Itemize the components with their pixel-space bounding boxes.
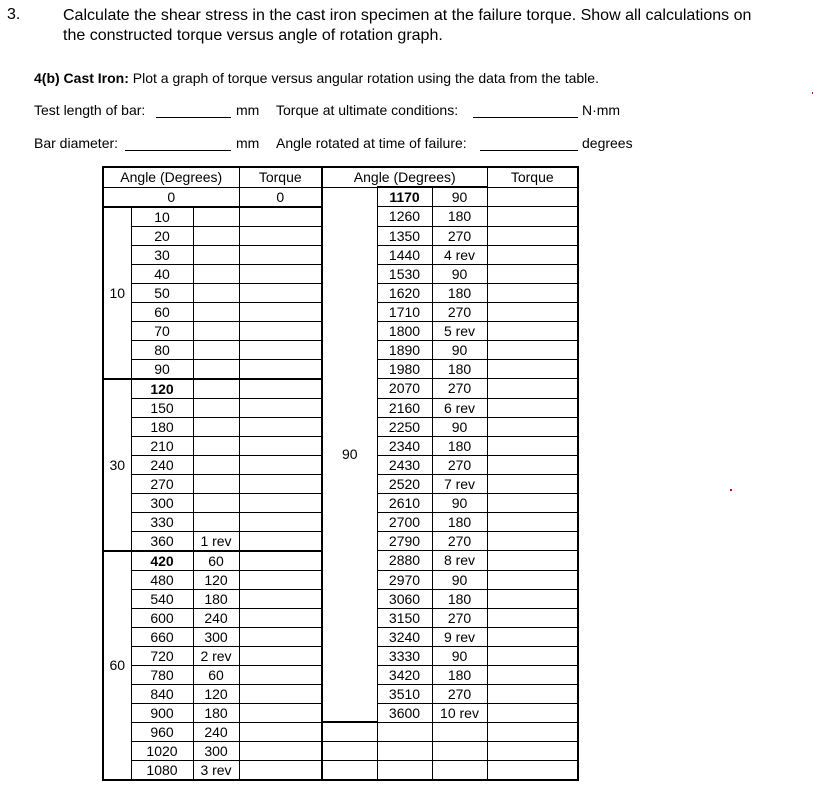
torque-ultimate-unit: N·mm xyxy=(582,102,621,118)
angle-value: 330 xyxy=(131,512,193,531)
torque-entry[interactable] xyxy=(487,722,578,742)
rev-marker: 240 xyxy=(193,722,239,742)
torque-entry[interactable] xyxy=(487,283,578,302)
rev-marker xyxy=(193,245,239,264)
rev-marker xyxy=(193,226,239,245)
torque-entry[interactable] xyxy=(239,761,322,781)
angle-value: 960 xyxy=(131,722,193,742)
angle-value: 300 xyxy=(131,493,193,512)
rev-marker xyxy=(193,302,239,321)
section-subtitle-text: Plot a graph of torque versus angular rotation using the data from the table. xyxy=(128,70,599,86)
rev-marker: 270 xyxy=(432,531,487,551)
angle-failure-unit: degrees xyxy=(582,135,633,151)
torque-entry[interactable] xyxy=(487,589,578,608)
rev-marker xyxy=(193,379,239,399)
angle-failure-blank[interactable] xyxy=(480,150,578,151)
rev-marker xyxy=(193,512,239,531)
torque-entry[interactable] xyxy=(239,226,322,245)
rev-marker xyxy=(193,398,239,417)
torque-entry[interactable] xyxy=(487,512,578,531)
rev-marker: 180 xyxy=(193,703,239,722)
torque-entry[interactable] xyxy=(239,398,322,417)
torque-entry[interactable] xyxy=(239,627,322,646)
torque-entry[interactable] xyxy=(487,646,578,665)
rev-marker: 270 xyxy=(432,684,487,703)
torque-entry[interactable] xyxy=(239,722,322,742)
torque-entry[interactable] xyxy=(487,379,578,399)
angle-value: 2700 xyxy=(377,512,432,531)
torque-entry[interactable] xyxy=(239,474,322,493)
empty-cell xyxy=(322,722,377,742)
rev-marker: 180 xyxy=(432,283,487,302)
empty-cell xyxy=(432,761,487,781)
angle-value: 2610 xyxy=(377,493,432,512)
angle-value: 180 xyxy=(131,417,193,436)
angle-value: 240 xyxy=(131,455,193,474)
torque-entry[interactable] xyxy=(487,455,578,474)
torque-entry[interactable] xyxy=(239,283,322,302)
torque-entry[interactable] xyxy=(239,264,322,283)
angle-value: 1800 xyxy=(377,321,432,340)
rev-marker: 240 xyxy=(193,608,239,627)
angle-value: 50 xyxy=(131,283,193,302)
header-left-torque: Torque xyxy=(239,167,322,187)
rev-marker: 90 xyxy=(432,646,487,665)
torque-entry[interactable] xyxy=(487,417,578,436)
angle-value: 2880 xyxy=(377,551,432,571)
angle-value: 1710 xyxy=(377,302,432,321)
rev-marker xyxy=(193,340,239,359)
angle-value: 150 xyxy=(131,398,193,417)
rev-marker: 180 xyxy=(432,589,487,608)
torque-entry[interactable] xyxy=(239,245,322,264)
rev-marker: 270 xyxy=(432,608,487,627)
rev-marker: 90 xyxy=(432,570,487,589)
rev-marker xyxy=(193,455,239,474)
torque-entry[interactable] xyxy=(239,512,322,531)
empty-cell xyxy=(432,742,487,761)
torque-entry[interactable] xyxy=(239,340,322,359)
torque-entry[interactable] xyxy=(487,761,578,781)
header-left-angle: Angle (Degrees) xyxy=(103,167,239,187)
torque-ultimate-label: Torque at ultimate conditions: xyxy=(276,102,459,118)
torque-entry[interactable] xyxy=(239,665,322,684)
torque-entry[interactable] xyxy=(239,302,322,321)
angle-value: 1260 xyxy=(377,207,432,227)
angle-value: 1080 xyxy=(131,761,193,781)
torque-entry[interactable] xyxy=(487,551,578,571)
torque-entry[interactable] xyxy=(239,742,322,761)
torque-entry[interactable] xyxy=(487,474,578,493)
rev-marker xyxy=(193,474,239,493)
rev-marker: 2 rev xyxy=(193,646,239,665)
group-increment-left: 30 xyxy=(103,379,131,551)
torque-entry[interactable] xyxy=(487,207,578,227)
data-table xyxy=(102,166,579,781)
torque-entry[interactable] xyxy=(487,627,578,646)
torque-entry[interactable] xyxy=(487,570,578,589)
rev-marker xyxy=(193,264,239,283)
test-length-blank[interactable] xyxy=(156,117,231,118)
table-row xyxy=(103,742,578,761)
angle-value: 270 xyxy=(131,474,193,493)
stray-mark xyxy=(730,489,732,491)
empty-cell xyxy=(377,742,432,761)
empty-cell xyxy=(377,761,432,781)
test-length-unit: mm xyxy=(236,102,260,118)
angle-value: 2790 xyxy=(377,531,432,551)
torque-ultimate-blank[interactable] xyxy=(473,117,578,118)
angle-value: 360 xyxy=(131,531,193,551)
rev-marker: 6 rev xyxy=(432,398,487,417)
rev-marker xyxy=(193,283,239,302)
angle-value: 1890 xyxy=(377,340,432,359)
table-row xyxy=(103,761,578,781)
angle-value: 3600 xyxy=(377,703,432,722)
torque-entry[interactable] xyxy=(487,321,578,340)
torque-entry[interactable] xyxy=(239,436,322,455)
torque-entry[interactable] xyxy=(487,245,578,264)
angle-value: 3150 xyxy=(377,608,432,627)
rev-marker: 8 rev xyxy=(432,551,487,571)
rev-marker xyxy=(193,436,239,455)
rev-marker: 90 xyxy=(432,417,487,436)
rev-marker: 180 xyxy=(432,359,487,379)
torque-entry[interactable] xyxy=(487,703,578,722)
torque-entry[interactable] xyxy=(487,359,578,379)
question-text: Calculate the shear stress in the cast iron specimen at the failure torque. Show all calculations on the constructed torque versus angle of rotation graph. xyxy=(63,7,752,44)
bar-diameter-unit: mm xyxy=(236,135,260,151)
rev-marker: 180 xyxy=(432,665,487,684)
angle-value: 780 xyxy=(131,665,193,684)
torque-entry[interactable] xyxy=(487,493,578,512)
torque-entry[interactable] xyxy=(239,684,322,703)
test-length-label: Test length of bar: xyxy=(34,102,146,118)
angle-value: 90 xyxy=(131,359,193,379)
zero-torque: 0 xyxy=(239,187,322,207)
torque-entry[interactable] xyxy=(239,608,322,627)
group-increment-left: 60 xyxy=(103,551,131,781)
torque-entry[interactable] xyxy=(239,703,322,722)
torque-entry[interactable] xyxy=(487,436,578,455)
rev-marker: 270 xyxy=(432,226,487,245)
empty-cell xyxy=(432,722,487,742)
torque-entry[interactable] xyxy=(487,665,578,684)
section-subtitle xyxy=(34,70,599,86)
angle-value: 3330 xyxy=(377,646,432,665)
rev-marker: 60 xyxy=(193,665,239,684)
torque-entry[interactable] xyxy=(239,531,322,551)
torque-entry[interactable] xyxy=(239,646,322,665)
torque-entry[interactable] xyxy=(487,742,578,761)
angle-value: 60 xyxy=(131,302,193,321)
rev-marker: 90 xyxy=(432,493,487,512)
torque-entry[interactable] xyxy=(487,398,578,417)
angle-value: 660 xyxy=(131,627,193,646)
header-right-torque: Torque xyxy=(487,167,578,187)
angle-value: 1020 xyxy=(131,742,193,761)
torque-entry[interactable] xyxy=(239,417,322,436)
torque-entry[interactable] xyxy=(239,589,322,608)
torque-entry[interactable] xyxy=(487,187,578,207)
rev-marker: 1 rev xyxy=(193,531,239,551)
rev-marker: 180 xyxy=(432,512,487,531)
rev-marker xyxy=(193,359,239,379)
rev-marker: 180 xyxy=(193,589,239,608)
angle-value: 10 xyxy=(131,207,193,227)
angle-value: 2160 xyxy=(377,398,432,417)
rev-marker: 120 xyxy=(193,684,239,703)
angle-value: 1530 xyxy=(377,264,432,283)
torque-entry[interactable] xyxy=(487,608,578,627)
rev-marker xyxy=(193,493,239,512)
angle-value: 20 xyxy=(131,226,193,245)
rev-marker: 270 xyxy=(432,455,487,474)
torque-entry[interactable] xyxy=(487,302,578,321)
angle-value: 2520 xyxy=(377,474,432,493)
angle-value: 600 xyxy=(131,608,193,627)
group-increment-right: 90 xyxy=(322,187,377,722)
angle-failure-label: Angle rotated at time of failure: xyxy=(276,135,467,151)
angle-value: 2430 xyxy=(377,455,432,474)
rev-marker: 60 xyxy=(193,551,239,571)
question-number: 3. xyxy=(7,6,21,23)
angle-value: 3060 xyxy=(377,589,432,608)
header-right-angle: Angle (Degrees) xyxy=(322,167,487,187)
torque-entry[interactable] xyxy=(487,684,578,703)
rev-marker: 3 rev xyxy=(193,761,239,781)
rev-marker xyxy=(193,417,239,436)
angle-value: 1170 xyxy=(377,187,432,207)
torque-entry[interactable] xyxy=(239,493,322,512)
table-row xyxy=(103,722,578,742)
rev-marker: 270 xyxy=(432,302,487,321)
rev-marker: 10 rev xyxy=(432,703,487,722)
zero-angle: 0 xyxy=(103,187,239,207)
torque-entry[interactable] xyxy=(239,455,322,474)
angle-value: 480 xyxy=(131,570,193,589)
angle-value: 120 xyxy=(131,379,193,399)
angle-value: 840 xyxy=(131,684,193,703)
torque-entry[interactable] xyxy=(487,340,578,359)
rev-marker: 5 rev xyxy=(432,321,487,340)
torque-entry[interactable] xyxy=(239,570,322,589)
table-row xyxy=(103,187,578,207)
bar-diameter-label: Bar diameter: xyxy=(34,135,119,151)
angle-value: 1620 xyxy=(377,283,432,302)
torque-entry[interactable] xyxy=(487,531,578,551)
angle-value: 900 xyxy=(131,703,193,722)
angle-value: 720 xyxy=(131,646,193,665)
section-subtitle-bold: 4(b) Cast Iron: xyxy=(34,70,129,86)
angle-value: 2250 xyxy=(377,417,432,436)
angle-value: 1350 xyxy=(377,226,432,245)
angle-value: 40 xyxy=(131,264,193,283)
rev-marker: 90 xyxy=(432,264,487,283)
bar-diameter-blank[interactable] xyxy=(125,150,231,151)
rev-marker: 9 rev xyxy=(432,627,487,646)
torque-entry[interactable] xyxy=(487,226,578,245)
angle-value: 2070 xyxy=(377,379,432,399)
rev-marker xyxy=(193,207,239,227)
angle-value: 540 xyxy=(131,589,193,608)
empty-cell xyxy=(377,722,432,742)
torque-entry[interactable] xyxy=(239,551,322,571)
angle-value: 30 xyxy=(131,245,193,264)
angle-value: 3420 xyxy=(377,665,432,684)
torque-entry[interactable] xyxy=(487,264,578,283)
angle-value: 3510 xyxy=(377,684,432,703)
torque-entry[interactable] xyxy=(239,359,322,379)
rev-marker: 90 xyxy=(432,340,487,359)
torque-entry[interactable] xyxy=(239,321,322,340)
angle-value: 210 xyxy=(131,436,193,455)
rev-marker: 7 rev xyxy=(432,474,487,493)
rev-marker: 120 xyxy=(193,570,239,589)
rev-marker: 180 xyxy=(432,207,487,227)
rev-marker xyxy=(193,321,239,340)
angle-value: 420 xyxy=(131,551,193,571)
rev-marker: 300 xyxy=(193,627,239,646)
angle-value: 70 xyxy=(131,321,193,340)
angle-value: 1440 xyxy=(377,245,432,264)
rev-marker: 4 rev xyxy=(432,245,487,264)
group-increment-left: 10 xyxy=(103,207,131,379)
angle-value: 2340 xyxy=(377,436,432,455)
angle-value: 1980 xyxy=(377,359,432,379)
angle-value: 80 xyxy=(131,340,193,359)
angle-value: 3240 xyxy=(377,627,432,646)
angle-value: 2970 xyxy=(377,570,432,589)
empty-cell xyxy=(322,742,377,761)
empty-cell xyxy=(322,761,377,781)
rev-marker: 300 xyxy=(193,742,239,761)
rev-marker: 270 xyxy=(432,379,487,399)
rev-marker: 180 xyxy=(432,436,487,455)
torque-entry[interactable] xyxy=(239,379,322,399)
torque-entry[interactable] xyxy=(239,207,322,227)
rev-marker: 90 xyxy=(432,187,487,207)
